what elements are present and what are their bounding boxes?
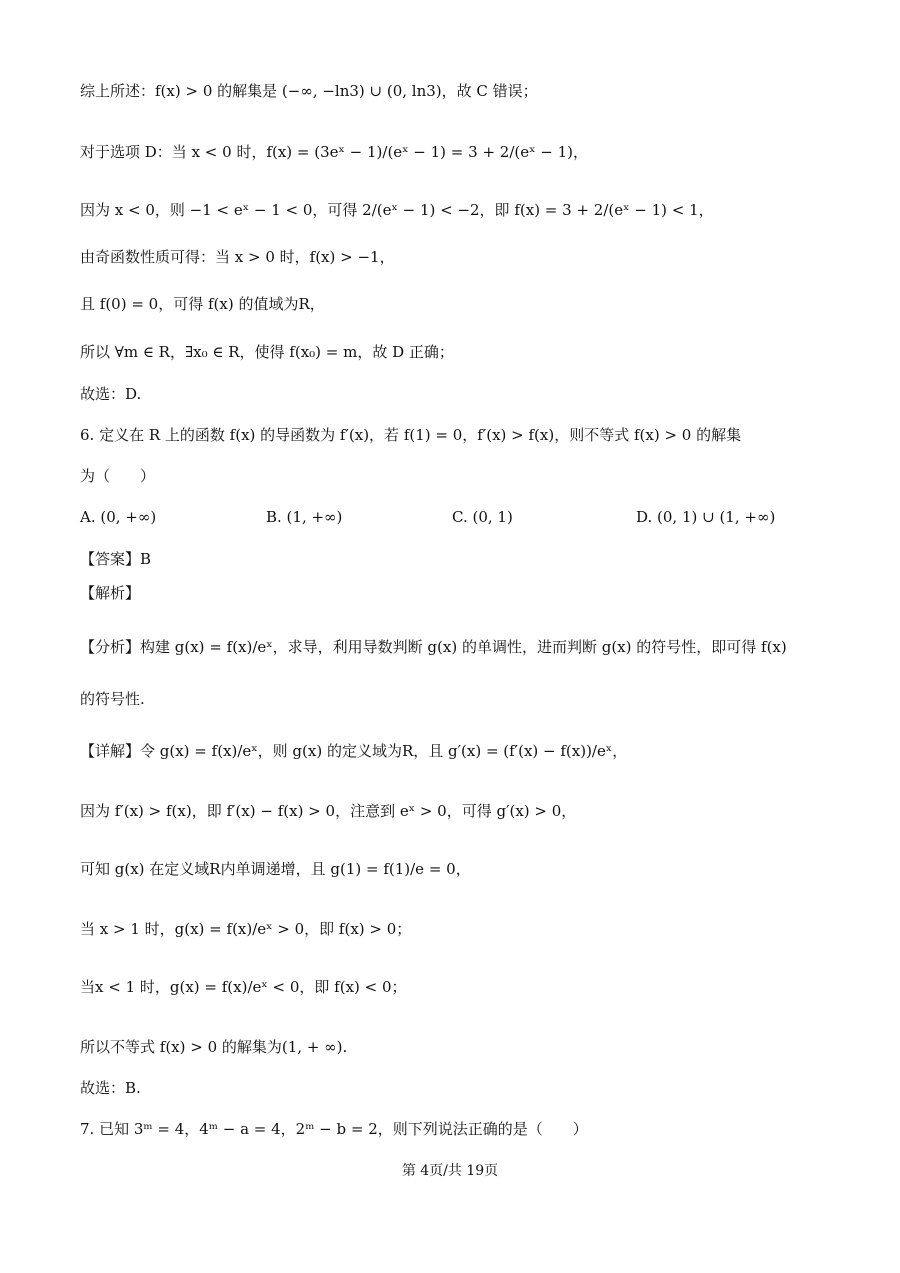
detail-line: 当 x > 1 时，g(x) = f(x)/eˣ > 0，即 f(x) > 0； <box>80 920 412 938</box>
text-line: 所以 ∀m ∈ R，∃x₀ ∈ R，使得 f(x₀) = m，故 D 正确； <box>80 343 454 361</box>
analysis-fenxi-cont: 的符号性. <box>80 690 145 708</box>
detail-line: 故选：B. <box>80 1079 141 1097</box>
question-6-stem-cont: 为（ ） <box>80 467 156 485</box>
text-line: 且 f(0) = 0，可得 f(x) 的值域为R， <box>80 295 325 313</box>
page-number: 第 4页/共 19页 <box>401 1163 499 1179</box>
option-a: A. (0, +∞) <box>80 508 157 526</box>
question-6-stem: 6. 定义在 R 上的函数 f(x) 的导函数为 f′(x)，若 f(1) = 0，f′(x) > f(x)，则不等式 f(x) > 0 的解集 <box>80 426 742 444</box>
detail-line: 当x < 1 时，g(x) = f(x)/eˣ < 0，即 f(x) < 0； <box>80 978 407 996</box>
option-c: C. (0, 1) <box>452 508 513 526</box>
analysis-label: 【解析】 <box>80 584 141 602</box>
text-line: 综上所述：f(x) > 0 的解集是 (−∞, −ln3) ∪ (0, ln3)，故 C 错误； <box>80 82 538 100</box>
text-line: 对于选项 D：当 x < 0 时，f(x) = (3eˣ − 1)/(eˣ − 1) = 3 + 2/(eˣ − 1)， <box>80 143 588 161</box>
detail-line: 【详解】令 g(x) = f(x)/eˣ，则 g(x) 的定义域为R，且 g′(x) = (f′(x) − f(x))/eˣ， <box>80 742 628 760</box>
analysis-fenxi: 【分析】构建 g(x) = f(x)/eˣ，求导，利用导数判断 g(x) 的单调性，进而判断 g(x) 的符号性，即可得 f(x) <box>80 638 787 656</box>
option-d: D. (0, 1) ∪ (1, +∞) <box>636 508 776 526</box>
text-line: 因为 x < 0，则 −1 < eˣ − 1 < 0，可得 2/(eˣ − 1) < −2，即 f(x) = 3 + 2/(eˣ − 1) < 1， <box>80 201 714 219</box>
text-line: 由奇函数性质可得：当 x > 0 时，f(x) > −1， <box>80 248 395 266</box>
detail-line: 可知 g(x) 在定义域R内单调递增，且 g(1) = f(1)/e = 0， <box>80 860 471 878</box>
detail-line: 所以不等式 f(x) > 0 的解集为(1, + ∞). <box>80 1038 348 1056</box>
answer-label: 【答案】B <box>80 550 152 568</box>
option-b: B. (1, +∞) <box>266 508 343 526</box>
detail-line: 因为 f′(x) > f(x)，即 f′(x) − f(x) > 0，注意到 eˣ > 0，可得 g′(x) > 0， <box>80 802 577 820</box>
text-line: 故选：D. <box>80 385 142 403</box>
question-7-stem: 7. 已知 3ᵐ = 4，4ᵐ − a = 4，2ᵐ − b = 2，则下列说法正确的是（ ） <box>80 1120 588 1138</box>
